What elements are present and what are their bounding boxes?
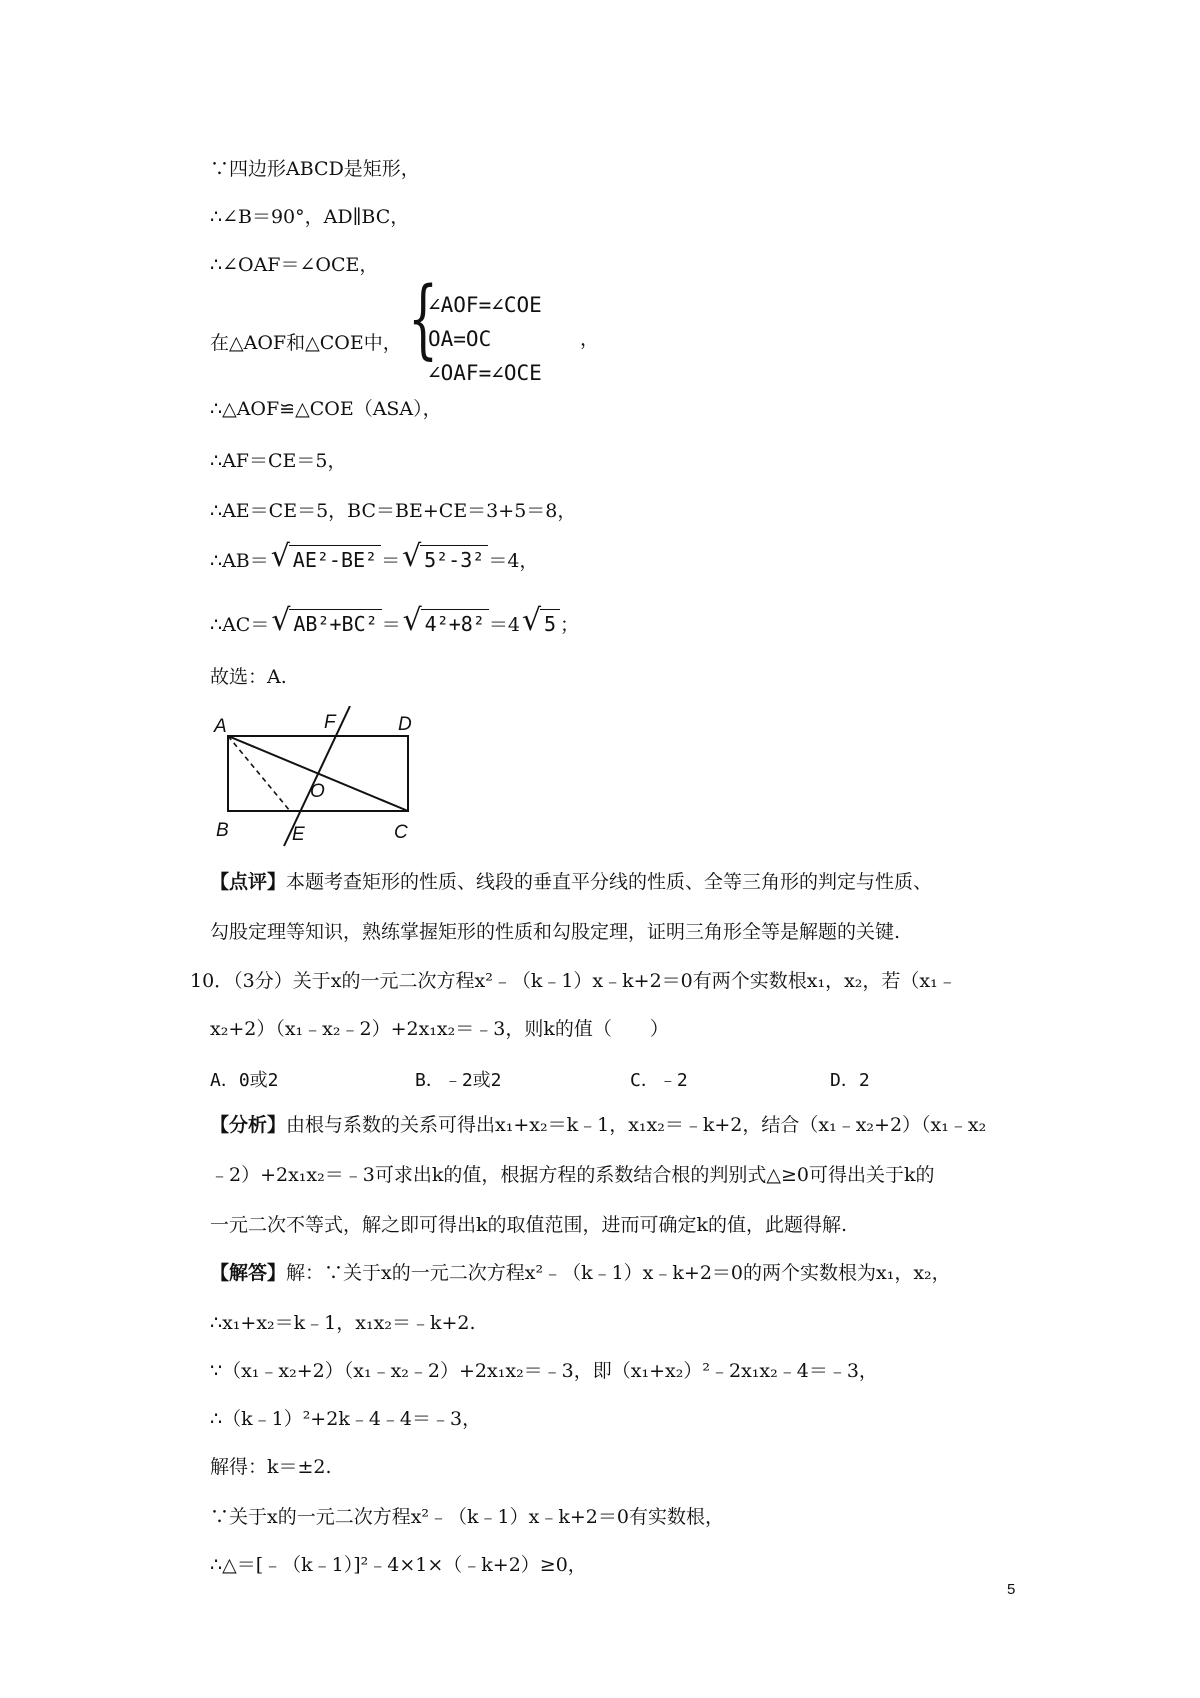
system-row: OA=OC [428,327,492,351]
q10-line-1: 10．（3分）关于x的一元二次方程x²﹣（k﹣1）x﹣k+2＝0有两个实数根x₁，x₂，若（x₁﹣ [190,970,957,992]
solution-line-1 [210,1264,951,1283]
label-b: B [216,820,229,841]
analysis-line-2: ﹣2）+2x₁x₂＝﹣3可求出k的值，根据方程的系数结合根的判别式△≥0可得出关于k的 [210,1164,935,1186]
proof-line-7 [210,539,539,574]
radical-icon: √ [271,603,291,638]
label-o: O [310,781,325,802]
proof-line-8 [210,603,580,638]
comment-line-1 [210,873,932,892]
q10-line-2: x₂+2）（x₁﹣x₂﹣2）+2x₁x₂＝﹣3，则k的值（ ） [210,1018,669,1040]
solution-line-5: 解得：k＝±2. [210,1456,332,1478]
system-row: ∠AOF=∠COE [428,293,542,317]
dashed-ae [228,736,290,811]
system-lead: 在△AOF和△COE中， [210,332,402,354]
solution-line-2: ∴x₁+x₂＝k﹣1，x₁x₂＝﹣k+2. [210,1312,476,1334]
label-c: C [394,822,408,843]
comment-line-2: 勾股定理等知识，熟练掌握矩形的性质和勾股定理，证明三角形全等是解题的关键. [210,921,901,943]
solution-line-3: ∵（x₁﹣x₂+2）（x₁﹣x₂﹣2）+2x₁x₂＝﹣3，即（x₁+x₂）²﹣2x₁x₂﹣4＝﹣3， [210,1360,878,1382]
sqrt-ae-be: √ AE²-BE² [271,550,381,570]
label-e: E [292,824,305,845]
system-tail: ， [580,328,600,350]
equals: ＝ [381,614,401,636]
radical-icon: √ [270,539,290,574]
solution-line-6: ∵关于x的一元二次方程x²﹣（k﹣1）x﹣k+2＝0有实数根， [210,1506,724,1528]
choice-b: B．﹣2或2 [415,1070,502,1091]
left-brace: { [408,269,439,369]
system-rows [428,288,542,390]
answer-line: 故选：A. [210,666,287,688]
label-d: D [398,714,412,735]
comment-tag: 【点评】 [210,871,287,893]
proof-line-4: ∴△AOF≌△COE（ASA）， [210,398,442,420]
proof-line-3: ∴∠OAF＝∠OCE， [210,254,379,276]
equals: ＝ [381,550,401,572]
solution-line-7: ∴△＝[﹣（k﹣1）]²﹣4×1×（﹣k+2）≥0， [210,1554,587,1576]
sqrt-5: √ 5 [522,614,560,634]
analysis-line-1 [210,1116,986,1135]
ab-label: ∴AB＝ [210,550,269,572]
radical-icon: √ [402,603,422,638]
proof-line-2: ∴∠B＝90°，AD∥BC， [210,206,410,228]
proof-line-5: ∴AF＝CE＝5， [210,450,347,472]
proof-line-1: ∵四边形ABCD是矩形， [210,158,420,180]
rectangle-figure [210,706,450,856]
radical-icon: √ [521,603,542,638]
ac-tail: ； [560,614,580,636]
system-row: ∠OAF=∠OCE [428,361,542,385]
choice-a: A．0或2 [210,1070,279,1091]
choice-d: D．2 [830,1070,870,1091]
ac-label: ∴AC＝ [210,614,270,636]
choice-c: C．﹣2 [630,1070,688,1091]
page-number: 5 [1007,1581,1016,1598]
comment-text-1: 本题考查矩形的性质、线段的垂直平分线的性质、全等三角形的判定与性质、 [286,871,933,893]
solution-text-1: 解：∵关于x的一元二次方程x²﹣（k﹣1）x﹣k+2＝0的两个实数根为x₁，x₂， [286,1262,951,1284]
label-f: F [324,712,336,733]
analysis-text-1: 由根与系数的关系可得出x₁+x₂＝k﹣1，x₁x₂＝﹣k+2，结合（x₁﹣x₂+2）（x₁﹣x₂ [286,1114,987,1136]
equals-4: ＝4 [488,614,520,636]
ab-result: ＝4， [488,550,539,572]
analysis-tag: 【分析】 [210,1114,287,1136]
sqrt-ab-bc: √ AB²+BC² [271,614,381,634]
radical-icon: √ [402,539,422,574]
proof-line-6: ∴AE＝CE＝5，BC＝BE+CE＝3+5＝8， [210,500,577,522]
sqrt-4-8: √ 4²+8² [403,614,489,634]
sqrt-5-3: √ 5²-3² [402,550,488,570]
label-a: A [214,716,227,737]
solution-tag: 【解答】 [210,1262,287,1284]
analysis-line-3: 一元二次不等式，解之即可得出k的取值范围，进而可确定k的值，此题得解. [210,1214,848,1236]
solution-line-4: ∴（k﹣1）²+2k﹣4﹣4＝﹣3， [210,1408,482,1430]
